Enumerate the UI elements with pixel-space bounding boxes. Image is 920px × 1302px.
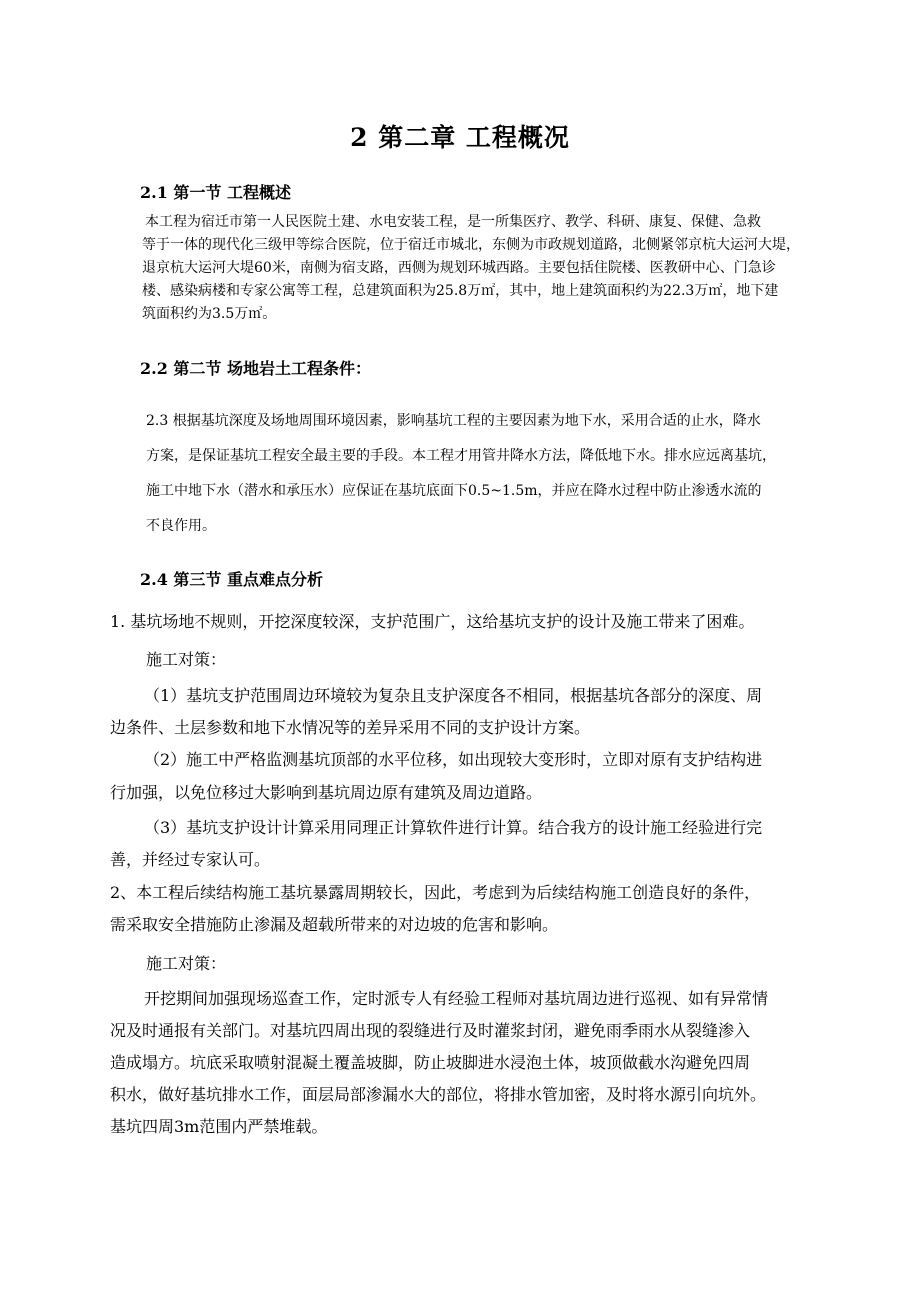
difficulty-item-1: 1. 基坑场地不规则，开挖深度较深，支护范围广，这给基坑支护的设计及施工带来了困难。 <box>110 612 755 631</box>
paragraph-line: 施工中地下水（潜水和承压水）应保证在基坑底面下0.5~1.5m，并应在降水过程中防止渗透水流的 <box>146 483 762 499</box>
paragraph-line: 退京杭大运河大堤60米，南侧为宿支路，西侧为规划环城西路。主要包括住院楼、医教研中心、门急诊 <box>142 260 776 276</box>
paragraph-line: （2）施工中严格监测基坑顶部的水平位移，如出现较大变形时，立即对原有支护结构进 <box>144 750 763 769</box>
difficulty-item-2 <box>110 877 760 941</box>
paragraph-line: 基坑四周3m范围内严禁堆载。 <box>110 1117 328 1136</box>
countermeasure-label-2: 施工对策： <box>146 954 227 973</box>
paragraph-line: 楼、感染病楼和专家公寓等工程，总建筑面积为25.8万㎡，其中，地上建筑面积约为22.3万㎡，地下建 <box>142 283 779 299</box>
section-2-1-heading: 2.1 第一节 工程概述 <box>140 183 291 202</box>
paragraph-line: 本工程为宿迁市第一人民医院土建、水电安装工程，是一所集医疗、教学、科研、康复、保健、急救 <box>145 214 761 230</box>
measure-3 <box>110 812 762 876</box>
chapter-title: 2 第二章 工程概况 <box>350 123 570 152</box>
measure-2 <box>110 743 762 809</box>
paragraph-line: 需采取安全措施防止渗漏及超载所带来的对边坡的危害和影响。 <box>110 915 559 934</box>
measure-1 <box>110 680 762 744</box>
paragraph-line: 等于一体的现代化三级甲等综合医院，位于宿迁市城北，东侧为市政规划道路，北侧紧邻京杭大运河大堤， <box>142 237 800 253</box>
countermeasure-label-1: 施工对策： <box>146 650 227 669</box>
paragraph-line: 积水，做好基坑排水工作，面层局部渗漏水大的部位，将排水管加密，及时将水源引向坑外。 <box>110 1085 767 1104</box>
section-2-4-heading: 2.4 第三节 重点难点分析 <box>140 570 323 589</box>
paragraph-line: 不良作用。 <box>146 518 216 534</box>
paragraph-line: 行加强，以免位移过大影响到基坑周边原有建筑及周边道路。 <box>110 783 543 802</box>
paragraph-line: （3）基坑支护设计计算采用同理正计算软件进行计算。结合我方的设计施工经验进行完 <box>144 818 763 837</box>
section-2-3-paragraph <box>146 404 776 544</box>
paragraph-line: 2.3 根据基坑深度及场地周围环境因素，影响基坑工程的主要因素为地下水，采用合适的止水，降水 <box>146 413 761 429</box>
paragraph-line: 善，并经过专家认可。 <box>110 850 271 869</box>
paragraph-line: 开挖期间加强现场巡查工作，定时派专人有经验工程师对基坑周边进行巡视、如有异常情 <box>144 989 769 1008</box>
paragraph-line: 况及时通报有关部门。对基坑四周出现的裂缝进行及时灌浆封闭，避免雨季雨水从裂缝渗入 <box>110 1021 751 1040</box>
paragraph-line: 方案，是保证基坑工程安全最主要的手段。本工程才用管井降水方法，降低地下水。排水应远离基坑， <box>146 448 776 464</box>
section-2-2-heading: 2.2 第二节 场地岩土工程条件： <box>140 359 371 378</box>
section-2-1-paragraph <box>142 211 800 326</box>
final-paragraph <box>110 983 768 1143</box>
paragraph-line: 筑面积约为3.5万㎡。 <box>142 306 277 322</box>
paragraph-line: 2、本工程后续结构施工基坑暴露周期较长，因此，考虑到为后续结构施工创造良好的条件， <box>110 883 761 902</box>
paragraph-line: 边条件、土层参数和地下水情况等的差异采用不同的支护设计方案。 <box>110 718 591 737</box>
paragraph-line: 造成塌方。坑底采取喷射混凝土覆盖坡脚，防止坡脚进水浸泡土体，坡顶做截水沟避免四周 <box>110 1053 751 1072</box>
paragraph-line: （1）基坑支护范围周边环境较为复杂且支护深度各不相同，根据基坑各部分的深度、周 <box>144 686 763 705</box>
